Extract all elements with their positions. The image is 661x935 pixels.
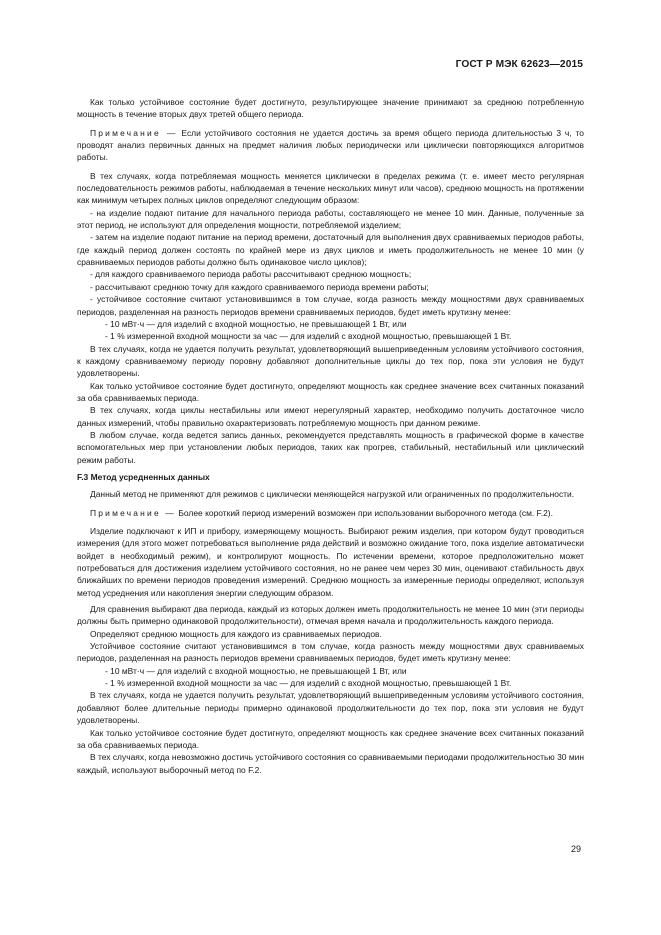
- sub-list-item: - 1 % измеренной входной мощности за час — для изделий с входной мощностью, превышающей 1 Вт.: [105, 678, 512, 689]
- note-paragraph: [77, 127, 584, 164]
- list-item: - устойчивое состояние считают установившимся в том случае, когда разность между мощностями двух сравниваемых периодов, разделенная на разность периодов времени сравниваемых периодов, будет иметь крутизну менее:: [77, 294, 584, 317]
- paragraph: В тех случаях, когда не удается получить результат, удовлетворяющий вышеприведенным условиям устойчивого состояния, к каждому сравниваемому периоду поровну добавляют дополнительные циклы до тех пор, пока эти условия не будут удовлетворены.: [77, 343, 584, 379]
- paragraph: В любом случае, когда ведется запись данных, рекомендуется представлять мощность в графической форме в качестве вспомогательных мер при установлении любых периодов, таких как прогрев, стабильный, нестабильный или циклический режим работы.: [77, 429, 584, 465]
- list-item: - для каждого сравниваемого периода работы рассчитывают среднюю мощность;: [90, 269, 412, 280]
- paragraph: Как только устойчивое состояние будет достигнуто, результирующее значение принимают за среднюю потребленную мощность в течение вторых двух третей общего периода.: [77, 97, 584, 120]
- list-item: - рассчитывают среднюю точку для каждого сравниваемого периода времени работы;: [90, 281, 429, 292]
- paragraph: Данный метод не применяют для режимов с циклически меняющейся нагрузкой или ограниченных по продолжительности.: [90, 489, 575, 500]
- note-paragraph: [77, 507, 584, 519]
- sub-list-item: - 1 % измеренной входной мощности за час — для изделий с входной мощностью, превышающей 1 Вт.: [105, 331, 512, 342]
- note-text: Более короткий период измерений возможен при использовании выборочного метода (см. F.2).: [178, 507, 553, 518]
- list-item: - на изделие подают питание для начального периода работы, составляющего не менее 10 мин. Данные, полученные за этот период, не используют для определения мощности, потребляемой изделием;: [77, 207, 584, 231]
- paragraph: Изделие подключают к ИП и прибору, измеряющему мощность. Выбирают режим изделия, при котором будут проводиться измерения (для этого может потребоваться выполнение ряда действий и возможно ожидание того, пока изделие автоматически войдет в необходимый режим), и контролируют мощность. По истечении времени, которое предположительно может потребоваться для достижения изделием устойчивого состояния, но не ранее чем через 30 мин, оценивают стабильность двух ближайших по времени периодов проведения измерений. Среднюю мощность за измеренные периоды определяют, используя метод усреднения или накопления энергии следующим образом.: [77, 526, 584, 598]
- paragraph: Как только устойчивое состояние будет достигнуто, определяют мощность как среднее значение всех считанных показаний за оба сравниваемых периода.: [77, 727, 584, 750]
- sub-list-item: - 10 мВт·ч — для изделий с входной мощностью, не превышающей 1 Вт, или: [105, 318, 407, 329]
- note-label: Примечание —: [90, 127, 178, 138]
- document-code-header: ГОСТ Р МЭК 62623—2015: [455, 59, 583, 70]
- paragraph: Для сравнения выбирают два периода, каждый из которых должен иметь продолжительность не менее 10 мин (эти периоды должны быть примерно одинаковой продолжительности), отмечая время начала и продолжительность каждого периода.: [77, 604, 584, 627]
- paragraph: Определяют среднюю мощность для каждого из сравниваемых периодов.: [90, 628, 382, 639]
- paragraph: В тех случаях, когда циклы нестабильны или имеют нерегулярный характер, необходимо получить достаточное число данных измерений, чтобы правильно охарактеризовать потребляемую мощность при данном режиме.: [77, 405, 584, 428]
- section-heading: F.3 Метод усредненных данных: [77, 471, 210, 482]
- paragraph: В тех случаях, когда потребляемая мощность меняется циклически в пределах режима (т. е. имеет место регулярная последовательность режимов работы, наблюдаемая в течение нескольких минут или часов), среднюю мощность на протяжении как минимум четырех полных циклов определяют следующим образом:: [77, 170, 584, 206]
- sub-list-item: - 10 мВт·ч — для изделий с входной мощностью, не превышающей 1 Вт, или: [105, 665, 407, 676]
- page-number: 29: [571, 844, 582, 854]
- note-label: Примечание —: [90, 507, 177, 518]
- note-text: Если устойчивого состояния не удается достичь за время общего периода длительностью 3 ч, то проводят анализ первичных данных на предмет наличия любых периодически или циклически повторяющихся алгоритмов работы.: [77, 127, 584, 163]
- paragraph: Устойчивое состояние считают установившимся в том случае, когда разность между мощностями двух сравниваемых периодов, разделенная на разность периодов времени сравниваемых периодов, будет иметь крутизну менее:: [77, 641, 584, 664]
- page-body: [77, 96, 584, 776]
- list-item: - затем на изделие подают питание на период времени, достаточный для выполнения двух сравниваемых периодов работы, где каждый период должен состоять по крайней мере из двух циклов и иметь продолжительность не менее 10 мин (у сравниваемых периодов работы должно быть одинаковое число циклов);: [77, 232, 584, 268]
- paragraph: Как только устойчивое состояние будет достигнуто, определяют мощность как среднее значение всех считанных показаний за оба сравниваемых периода.: [77, 380, 584, 403]
- paragraph: В тех случаях, когда не удается получить результат, удовлетворяющий вышеприведенным условиям устойчивого состояния, добавляют более длительные периоды примерно одинаковой продолжительности до тех пор, пока эти условия не будут удовлетворены.: [77, 690, 584, 726]
- paragraph: В тех случаях, когда невозможно достичь устойчивого состояния со сравниваемыми периодами продолжительностью 30 мин каждый, используют выборочный метод по F.2.: [77, 752, 584, 775]
